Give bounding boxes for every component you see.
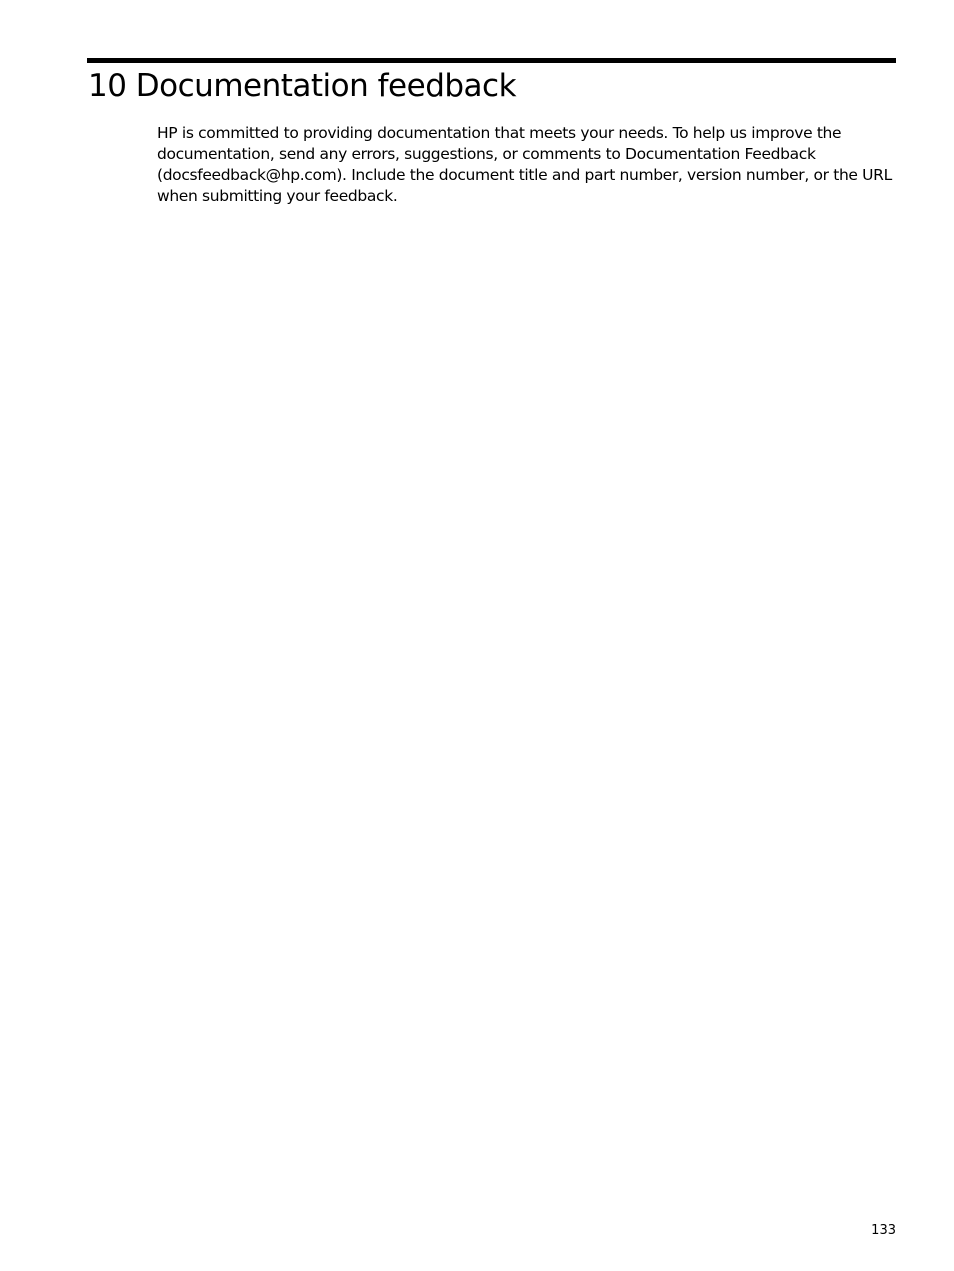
- chapter-top-rule: [87, 58, 896, 63]
- page-number: 133: [871, 1223, 896, 1238]
- feedback-paragraph: HP is committed to providing documentation that meets your needs. To help us improve the documentation, send any errors, suggestions, or comments to Documentation Feedback (docsfeedback@hp.com). Include the document title and part number, version number, or the URL when submitting your feedback.: [157, 124, 892, 205]
- chapter-title: 10 Documentation feedback: [88, 68, 517, 104]
